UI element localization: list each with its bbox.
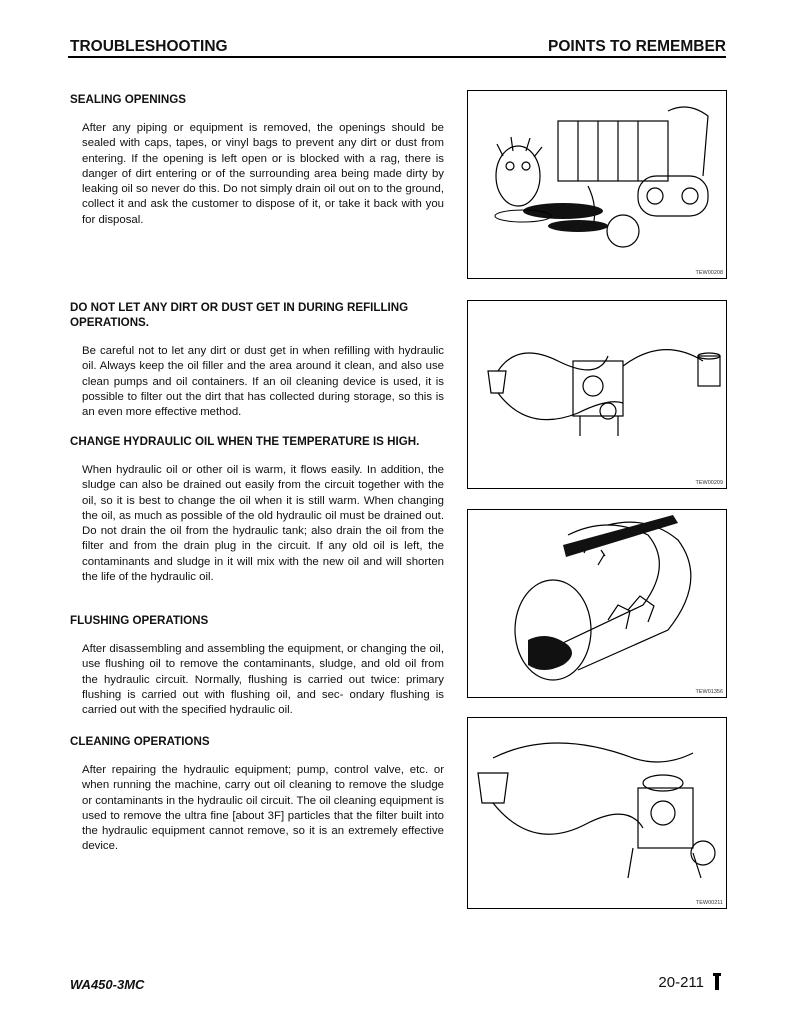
pipe-sludge-illustration [468, 510, 726, 697]
figure-refilling [467, 300, 727, 489]
figure-sealing-openings [467, 90, 727, 279]
refilling-device-illustration [468, 301, 726, 488]
section-body-refilling: Be careful not to let any dirt or dust get in when refilling with hydraulic oil. Always keep the oil filler and the area around it clean, and also use clean pumps and oil containers. If an oil cleaning device is used, it is possible to filter out the dirt that has collected during storage, so this is an even more effective method. [82, 345, 444, 419]
figure-code: TEW00209 [695, 480, 723, 486]
figure-code: TEW00208 [695, 270, 723, 276]
section-title-cleaning: CLEANING OPERATIONS [70, 735, 210, 748]
page-header-section: TROUBLESHOOTING [70, 38, 228, 55]
section-title-flushing: FLUSHING OPERATIONS [70, 614, 209, 627]
figure-code: TEW01356 [695, 689, 723, 695]
footer-page-number: 20-211 [658, 974, 704, 991]
figure-cleaning [467, 717, 727, 909]
cleaning-device-illustration [468, 718, 726, 908]
figure-code: TEW00211 [695, 900, 723, 906]
section-title-refilling: DO NOT LET ANY DIRT OR DUST GET IN DURING REFILLING OPERATIONS. [70, 301, 409, 329]
footer-model: WA450-3MC [70, 977, 145, 992]
figure-flushing [467, 509, 727, 698]
section-body-flushing: After disassembling and assembling the equipment, or changing the oil, use flushing oil to remove the contaminants, sludge, and old oil from the hydraulic circuit. Normally, flushing is carried out twice: primary flushing is carried out with flushing oil, and sec- ondary flushing is carried out with the specified hydraulic oil. [82, 643, 444, 717]
section-body-sealing-openings: After any piping or equipment is removed, the openings should be sealed with caps, tapes, or vinyl bags to prevent any dirt or dust from entering. If the opening is left open or is blocked with a rag, there is danger of dirt entering or of the surrounding area being made dirty by leaking oil so never do this. Do not simply drain oil out on to the ground, collect it and ask the customer to dispose of it, or take it back with you for disposal. [82, 122, 444, 226]
info-marker-icon [712, 973, 722, 996]
section-body-change-oil: When hydraulic oil or other oil is warm, it flows easily. In addition, the sludge can also be drained out easily from the circuit together with the oil, so it is best to change the oil when it is still warm. When changing the oil, as much as possible of the old hydraulic oil must be drained out. Do not drain the oil from the hydraulic tank; also drain the oil from the filter and from the drain plug in the circuit. If any old oil is left, the contaminants and sludge in it will mix with the new oil and will shorten the life of the hydraulic oil. [82, 464, 444, 584]
oil-leak-illustration [468, 91, 726, 278]
section-title-sealing-openings: SEALING OPENINGS [70, 93, 186, 106]
section-title-change-oil: CHANGE HYDRAULIC OIL WHEN THE TEMPERATURE IS HIGH. [70, 435, 420, 448]
page-header-topic: POINTS TO REMEMBER [548, 38, 726, 55]
section-body-cleaning: After repairing the hydraulic equipment; pump, control valve, etc. or when running the machine, carry out oil cleaning to remove the sludge or contaminants in the hydraulic oil circuit. The oil cleaning equipment is used to remove the ultra fine [about 3F] particles that the filter built into the hydraulic equipment cannot remove, so it is an extremely effective device. [82, 764, 444, 853]
header-divider [68, 56, 726, 58]
